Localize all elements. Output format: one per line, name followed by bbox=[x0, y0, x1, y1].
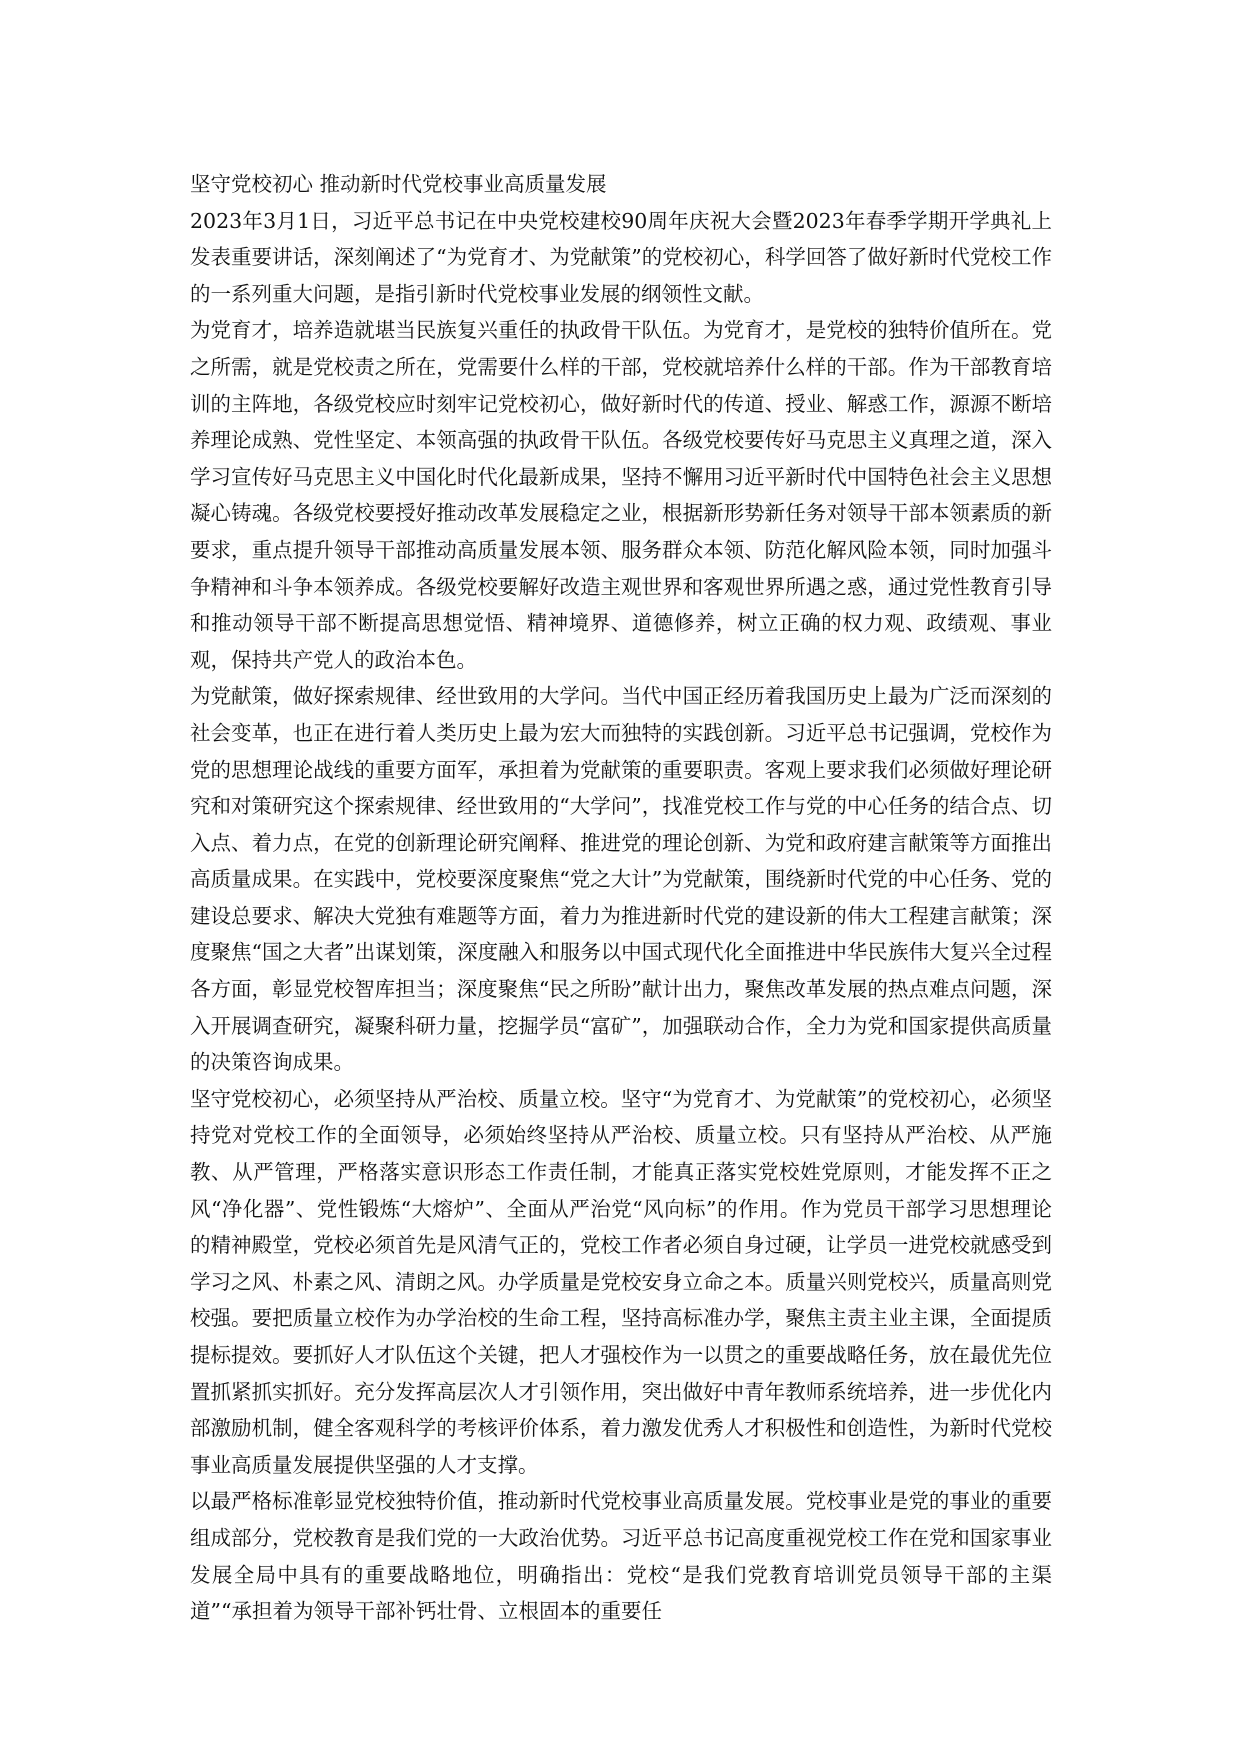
paragraph-discipline: 坚守党校初心，必须坚持从严治校、质量立校。坚守“为党育才、为党献策”的党校初心，必须坚持党对党校工作的全面领导，必须始终坚持从严治校、质量立校。只有坚持从严治校、从严施教、从严管理，严格落实意识形态工作责任制，才能真正落实党校姓党原则，才能发挥不正之风“净化器”、党性锻炼“大熔炉”、全面从严治党“风向标”的作用。作为党员干部学习思想理论的精神殿堂，党校必须首先是风清气正的，党校工作者必须自身过硬，让学员一进党校就感受到学习之风、朴素之风、清朗之风。办学质量是党校安身立命之本。质量兴则党校兴，质量高则党校强。要把质量立校作为办学治校的生命工程，坚持高标准办学，聚焦主责主业主课，全面提质提标提效。要抓好人才队伍这个关键，把人才强校作为一以贯之的重要战略任务，放在最优先位置抓紧抓实抓好。充分发挥高层次人才引领作用，突出做好中青年教师系统培养，进一步优化内部激励机制，健全客观科学的考核评价体系，着力激发优秀人才积极性和创造性，为新时代党校事业高质量发展提供坚强的人才支撑。 bbox=[190, 1086, 1052, 1477]
document-title: 坚守党校初心 推动新时代党校事业高质量发展 bbox=[190, 172, 607, 196]
paragraph-policy: 为党献策，做好探索规律、经世致用的大学问。当代中国正经历着我国历史上最为广泛而深刻的社会变革，也正在进行着人类历史上最为宏大而独特的实践创新。习近平总书记强调，党校作为党的思想理论战线的重要方面军，承担着为党献策的重要职责。客观上要求我们必须做好理论研究和对策研究这个探索规律、经世致用的“大学问”，找准党校工作与党的中心任务的结合点、切入点、着力点，在党的创新理论研究阐释、推进党的理论创新、为党和政府建言献策等方面推出高质量成果。在实践中，党校要深度聚焦“党之大计”为党献策，围绕新时代党的中心任务、党的建设总要求、解决大党独有难题等方面，着力为推进新时代党的建设新的伟大工程建言献策；深度聚焦“国之大者”出谋划策，深度融入和服务以中国式现代化全面推进中华民族伟大复兴全过程各方面，彰显党校智库担当；深度聚焦“民之所盼”献计出力，聚焦改革发展的热点难点问题，深入开展调查研究，凝聚科研力量，挖掘学员“富矿”，加强联动合作，全力为党和国家提供高质量的决策咨询成果。 bbox=[190, 684, 1052, 1075]
paragraph-talent: 为党育才，培养造就堪当民族复兴重任的执政骨干队伍。为党育才，是党校的独特价值所在。党之所需，就是党校责之所在，党需要什么样的干部，党校就培养什么样的干部。作为干部教育培训的主阵地，各级党校应时刻牢记党校初心，做好新时代的传道、授业、解惑工作，源源不断培养理论成熟、党性坚定、本领高强的执政骨干队伍。各级党校要传好马克思主义真理之道，深入学习宣传好马克思主义中国化时代化最新成果，坚持不懈用习近平新时代中国特色社会主义思想凝心铸魂。各级党校要授好推动改革发展稳定之业，根据新形势新任务对领导干部本领素质的新要求，重点提升领导干部推动高质量发展本领、服务群众本领、防范化解风险本领，同时加强斗争精神和斗争本领养成。各级党校要解好改造主观世界和客观世界所遇之惑，通过党性教育引导和推动领导干部不断提高思想觉悟、精神境界、道德修养，树立正确的权力观、政绩观、事业观，保持共产党人的政治本色。 bbox=[190, 318, 1052, 672]
paragraph-intro: 2023年3月1日，习近平总书记在中央党校建校90周年庆祝大会暨2023年春季学期开学典礼上发表重要讲话，深刻阐述了“为党育才、为党献策”的党校初心，科学回答了做好新时代党校工作的一系列重大问题，是指引新时代党校事业发展的纲领性文献。 bbox=[190, 208, 1052, 306]
paragraph-value: 以最严格标准彰显党校独特价值，推动新时代党校事业高质量发展。党校事业是党的事业的重要组成部分，党校教育是我们党的一大政治优势。习近平总书记高度重视党校工作在党和国家事业发展全局中具有的重要战略地位，明确指出：党校“是我们党教育培训党员领导干部的主渠道”“承担着为领导干部补钙壮骨、立根固本的重要任 bbox=[190, 1489, 1052, 1624]
document-body bbox=[190, 166, 1052, 1630]
